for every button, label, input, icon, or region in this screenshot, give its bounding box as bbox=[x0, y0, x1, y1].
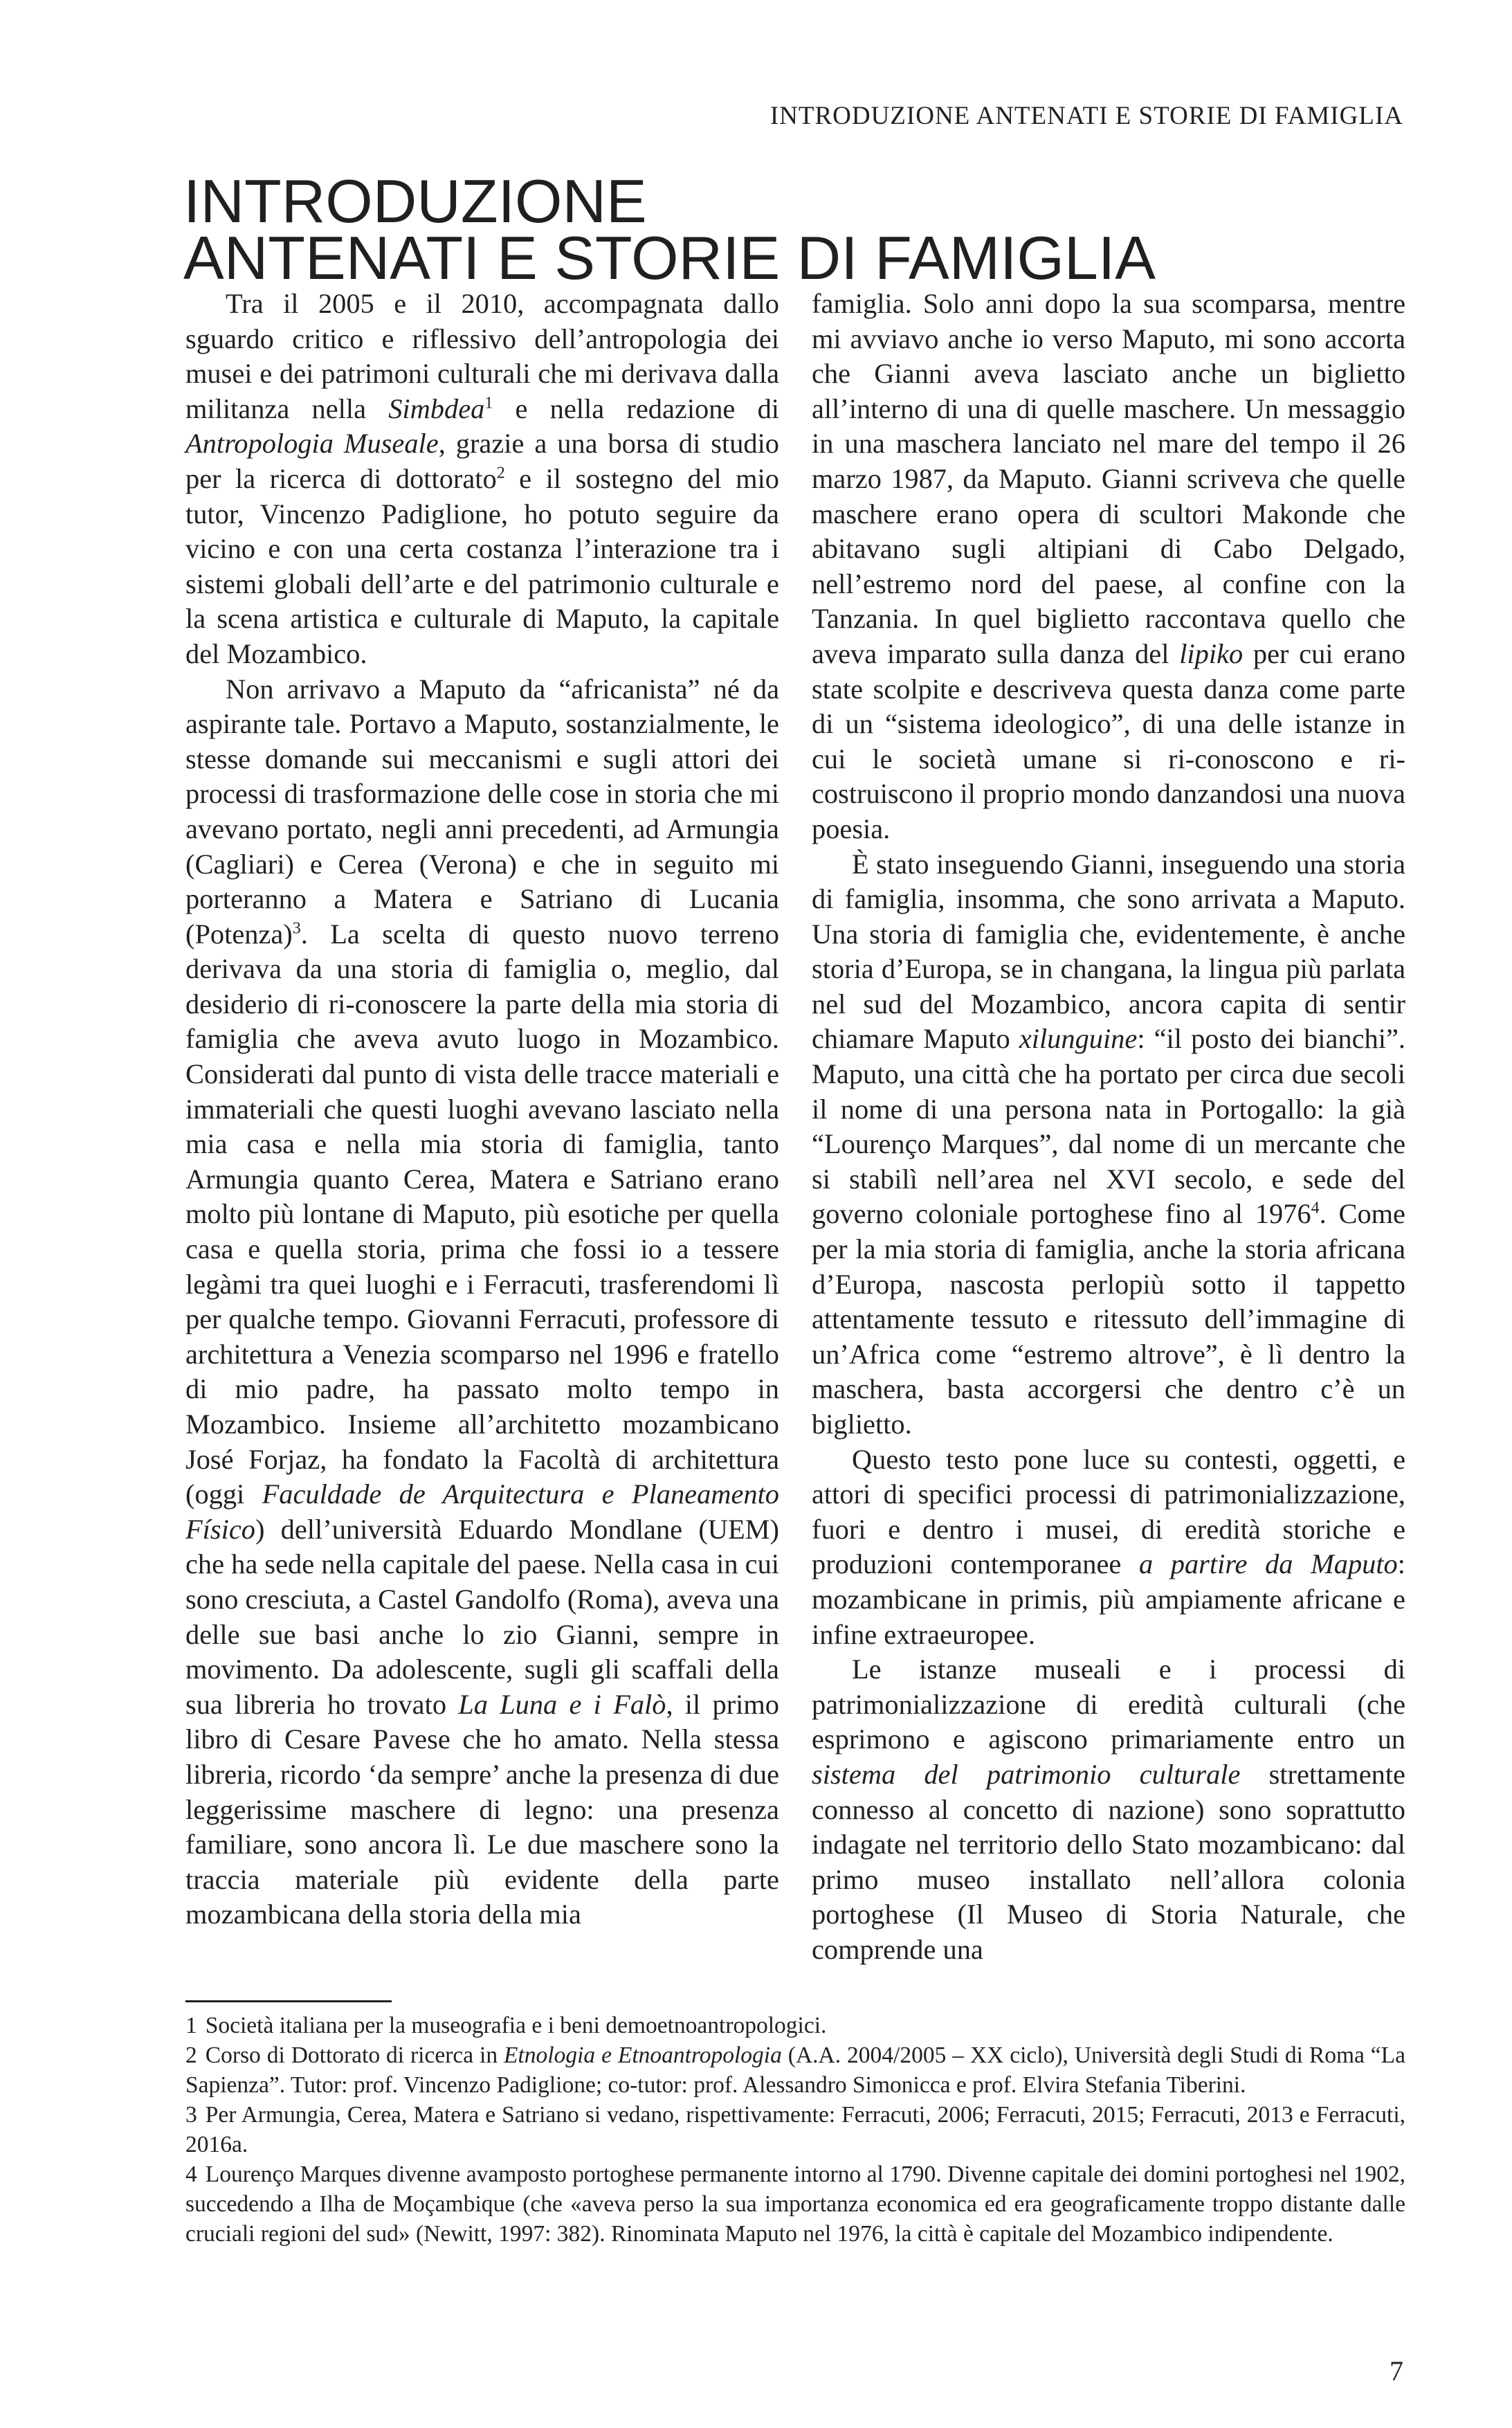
chapter-title-line-2: ANTENATI E STORIE DI FAMIGLIA bbox=[183, 224, 1156, 292]
chapter-title-line-1: INTRODUZIONE bbox=[183, 167, 647, 235]
chapter-title bbox=[183, 167, 1429, 292]
paragraph-continued: famiglia. Solo anni dopo la sua scomparsa, mentre mi avviavo anche io verso Maputo, mi sono accorta che Gianni aveva lasciato anche un biglietto all’interno di una di quelle maschere. Un messaggio in una maschera lanciato nel mare del tempo il 26 marzo 1987, da Maputo. Gianni scriveva che quelle maschere erano opera di scultori Makonde che abitavano sugli altipiani di Cabo Delgado, nell’estremo nord del paese, al confine con la Tanzania. In quel biglietto raccontava quello che aveva imparato sulla danza del lipiko per cui erano state scolpite e descriveva questa danza come parte di un “sistema ideologico”, di una delle istanze in cui le società umane si ri-conoscono e ri-costruiscono il proprio mondo danzandosi una nuova poesia. bbox=[812, 288, 1405, 844]
text-column-right bbox=[812, 287, 1405, 1968]
running-head: INTRODUZIONE ANTENATI E STORIE DI FAMIGLIA bbox=[769, 102, 1403, 130]
footnote-ref: 1 bbox=[484, 394, 493, 413]
paragraph: È stato inseguendo Gianni, inseguendo una storia di famiglia, insomma, che sono arrivata a Maputo. Una storia di famiglia che, evidentemente, è anche storia d’Europa, se in changana, la lingua più parlata nel sud del Mozambico, ancora capita di sentir chiamare Maputo xilunguine: “il posto dei bianchi”. Maputo, una città che ha portato per circa due secoli il nome di una persona nata in Portogallo: la già “Lourenço Marques”, dal nome di un mercante che si stabilì nell’area nel XVI secolo, e sede del governo coloniale portoghese fino al 1976$^4$. Come per la mia storia di famiglia, anche la storia africana d’Europa, nascosta perlopiù sotto il tappetto attentamente tessuto e ritessuto dell’immagine di un’Africa come “estremo altrove”, è lì dentro la maschera, basta accorgersi che dentro c’è un biglietto. bbox=[812, 848, 1406, 1440]
footnote-4: 4 Lourenço Marques divenne avamposto portoghese permanente intorno al 1790. Divenne capitale dei domini portoghesi nel 1902, succedendo a Ilha de Moçambique (che «aveva perso la sua importanza economica ed era geograficamente troppo distante dalle cruciali regioni del sud» (Newitt, 1997: 382). Rinominata Maputo nel 1976, la città è capitale del Mozambico indipendente. bbox=[185, 2162, 1405, 2247]
page-number: 7 bbox=[1390, 2355, 1403, 2386]
footnote-1: 1 Società italiana per la museografia e i beni demoetnoantropologici. bbox=[185, 2013, 827, 2038]
paragraph: Non arrivavo a Maputo da “africanista” né da aspirante tale. Portavo a Maputo, sostanzialmente, le stesse domande sui meccanismi e sugli attori dei processi di trasformazione delle cose in storia che mi avevano portato, negli anni precedenti, ad Armungia (Cagliari) e Cerea (Verona) e che in seguito mi porteranno a Matera e Satriano di Lucania (Potenza)$^3$. La scelta di questo nuovo terreno derivava da una storia di famiglia o, meglio, dal desiderio di ri-conoscere la parte della mia storia di famiglia che aveva avuto luogo in Mozambico. Considerati dal punto di vista delle tracce materiali e immateriali che questi luoghi avevano lasciato nella mia casa e nella mia storia di famiglia, tanto Armungia quanto Cerea, Matera e Satriano erano molto più lontane di Maputo, più esotiche per quella casa e quella storia, prima che fossi io a tessere legàmi tra quei luoghi e i Ferracuti, trasferendomi lì per qualche tempo. Giovanni Ferracuti, professore di architettura a Venezia scomparso nel 1996 e fratello di mio padre, ha passato molto tempo in Mozambico. Insieme all’architetto mozambicano José Forjaz, ha fondato la Facoltà di architettura (oggi Faculdade de Arquitectura e Planeamento Físico) dell’università Eduardo Mondlane (UEM) che ha sede nella capitale del paese. Nella casa in cui sono cresciuta, a Castel Gandolfo (Roma), aveva una delle sue basi anche lo zio Gianni, sempre in movimento. Da adolescente, sugli gli scaffali della sua libreria ho trovato La Luna e i Falò, il primo libro di Cesare Pavese che ho amato. Nella stessa libreria, ricordo ‘da sempre’ anche la presenza di due leggerissime maschere di legno: una presenza familiare, sono ancora lì. Le due maschere sono la traccia materiale più evidente della parte mozambicana della storia della mia bbox=[185, 673, 780, 1930]
footnote-separator bbox=[185, 2000, 392, 2002]
footnote-ref: 3 bbox=[292, 919, 301, 938]
paragraph: Questo testo pone luce su contesti, oggetti, e attori di specifici processi di patrimonializzazione, fuori e dentro i musei, di eredità storiche e produzioni contemporanee a partire da Maputo: mozambicane in primis, più ampiamente africane e infine extraeuropee. bbox=[812, 1443, 1405, 1650]
footnote-ref: 4 bbox=[1311, 1199, 1320, 1217]
footnotes bbox=[185, 2011, 1405, 2249]
paragraph: Le istanze museali e i processi di patrimonializzazione di eredità culturali (che esprimono e agiscono primariamente entro un sistema del patrimonio culturale strettamente connesso al concetto di nazione) sono soprattutto indagate nel territorio dello Stato mozambicano: dal primo museo installato nell’allora colonia portoghese (Il Museo di Storia Naturale, che comprende una bbox=[812, 1654, 1405, 1965]
footnote-3: 3 Per Armungia, Cerea, Matera e Satriano si vedano, rispettivamente: Ferracuti, 2006; Ferracuti, 2015; Ferracuti, 2013 e Ferracuti, 2016a. bbox=[185, 2102, 1405, 2157]
footnote-ref: 2 bbox=[496, 464, 505, 482]
paragraph: Tra il 2005 e il 2010, accompagnata dallo sguardo critico e riflessivo dell’antropologia dei musei e dei patrimoni culturali che mi derivava dalla militanza nella Simbdea$^1$ e nella redazione di Antropologia Museale, grazie a una borsa di studio per la ricerca di dottorato$^2$ e il sostegno del mio tutor, Vincenzo Padiglione, ho potuto seguire da vicino e con una certa costanza l’interazione tra i sistemi globali dell’arte e del patrimonio culturale e la scena artistica e culturale di Maputo, la capitale del Mozambico. bbox=[185, 288, 780, 669]
footnote-2: 2 Corso di Dottorato di ricerca in Etnologia e Etnoantropologia (A.A. 2004/2005 – XX ciclo), Università degli Studi di Roma “La Sapienza”. Tutor: prof. Vincenzo Padiglione; co-tutor: prof. Alessandro Simonicca e prof. Elvira Stefania Tiberini. bbox=[185, 2042, 1405, 2098]
text-column-left bbox=[185, 287, 779, 1932]
